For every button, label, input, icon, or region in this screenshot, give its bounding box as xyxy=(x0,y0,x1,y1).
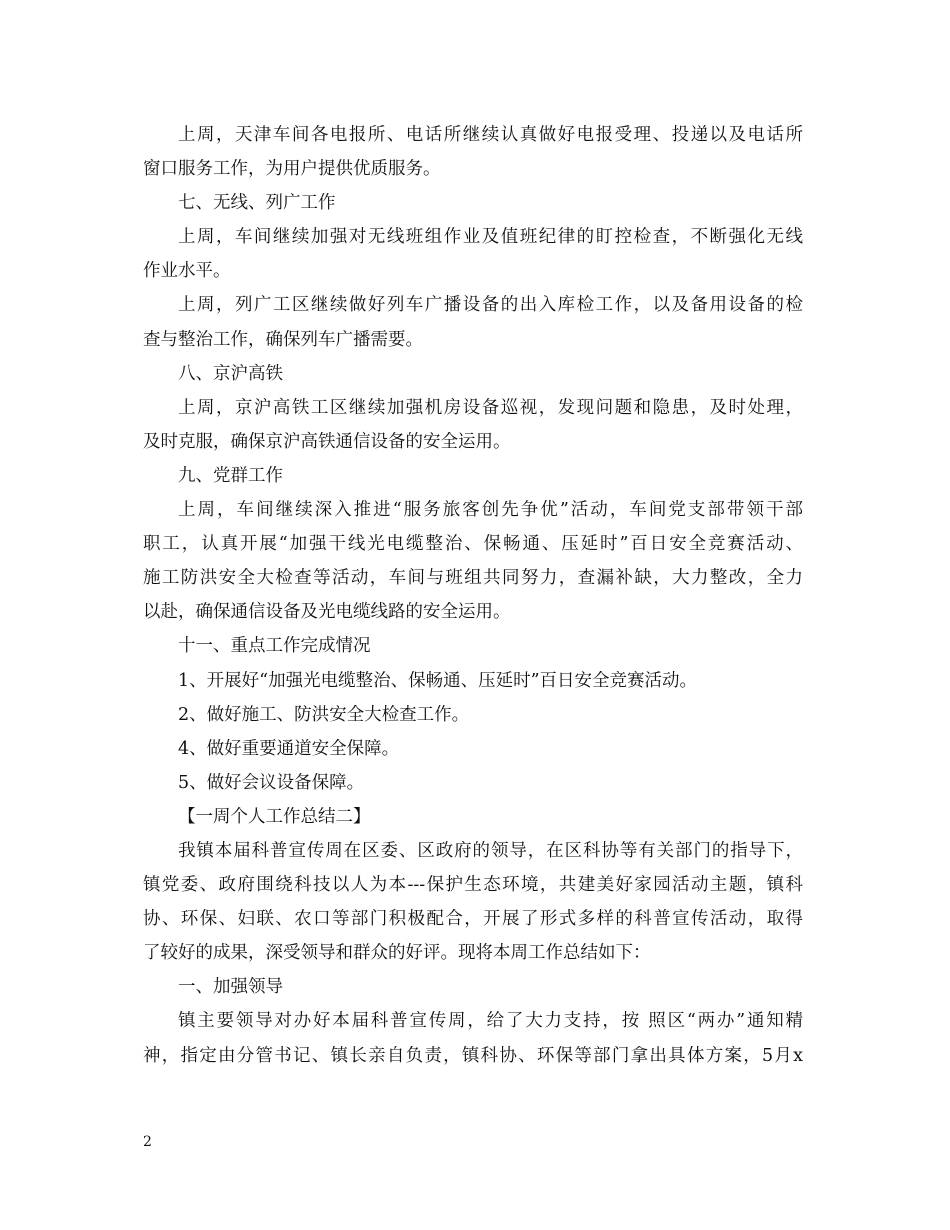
list-item: 5、做好会议设备保障。 xyxy=(178,772,365,793)
paragraph-line: 及时克服，确保京沪高铁通信设备的安全运用。 xyxy=(143,431,511,452)
list-item: 4、做好重要通道安全保障。 xyxy=(178,738,400,759)
section-heading: 一、加强领导 xyxy=(178,977,283,998)
section-heading: 九、党群工作 xyxy=(178,465,283,486)
document-body xyxy=(143,118,803,1073)
paragraph-line: 查与整治工作，确保列车广播需要。 xyxy=(143,329,423,350)
list-item: 2、做好施工、防洪安全大检查工作。 xyxy=(178,704,470,725)
paragraph-line: 上周，车间继续深入推进“服务旅客创先争优”活动，车间党支部带领干部 xyxy=(178,500,803,521)
paragraph-line: 作业水平。 xyxy=(143,261,231,282)
paragraph-line: 上周，列广工区继续做好列车广播设备的出入库检工作，以及备用设备的检 xyxy=(178,295,803,316)
paragraph-line: 上周，车间继续加强对无线班组作业及值班纪律的盯控检查，不断强化无线 xyxy=(178,227,803,248)
paragraph-line: 了较好的成果，深受领导和群众的好评。现将本周工作总结如下： xyxy=(143,943,651,964)
paragraph-line: 协、环保、妇联、农口等部门积极配合，开展了形式多样的科普宣传活动，取得 xyxy=(143,909,803,930)
paragraph-line: 镇主要领导对办好本届科普宣传周，给了大力支持，按 照区“两办”通知精 xyxy=(178,1011,803,1032)
list-item: 1、开展好“加强光电缆整治、保畅通、压延时”百日安全竞赛活动。 xyxy=(178,670,698,691)
section-heading: 七、无线、列广工作 xyxy=(178,193,336,214)
paragraph-line: 上周，天津车间各电报所、电话所继续认真做好电报受理、投递以及电话所 xyxy=(178,125,803,145)
paragraph-line: 以赴，确保通信设备及光电缆线路的安全运用。 xyxy=(143,602,511,623)
section-heading: 十一、重点工作完成情况 xyxy=(178,636,371,657)
paragraph-line: 镇党委、政府围绕科技以人为本---保护生态环境，共建美好家园活动主题，镇科 xyxy=(143,875,803,896)
page-number: 2 xyxy=(143,1134,152,1150)
paragraph-line: 我镇本届科普宣传周在区委、区政府的领导，在区科协等有关部门的指导下， xyxy=(178,840,803,861)
paragraph-line: 上周，京沪高铁工区继续加强机房设备巡视，发现问题和隐患，及时处理， xyxy=(178,397,803,418)
paragraph-line: 施工防洪安全大检查等活动，车间与班组共同努力，查漏补缺，大力整改，全力 xyxy=(143,568,803,589)
paragraph-line: 神，指定由分管书记、镇长亲自负责，镇科协、环保等部门拿出具体方案，5月x xyxy=(143,1045,803,1066)
paragraph-line: 职工，认真开展“加强干线光电缆整治、保畅通、压延时”百日安全竞赛活动、 xyxy=(143,534,803,555)
section-heading: 八、京沪高铁 xyxy=(178,363,283,384)
section-title: 【一周个人工作总结二】 xyxy=(178,806,371,827)
paragraph-line: 窗口服务工作，为用户提供优质服务。 xyxy=(143,159,441,180)
